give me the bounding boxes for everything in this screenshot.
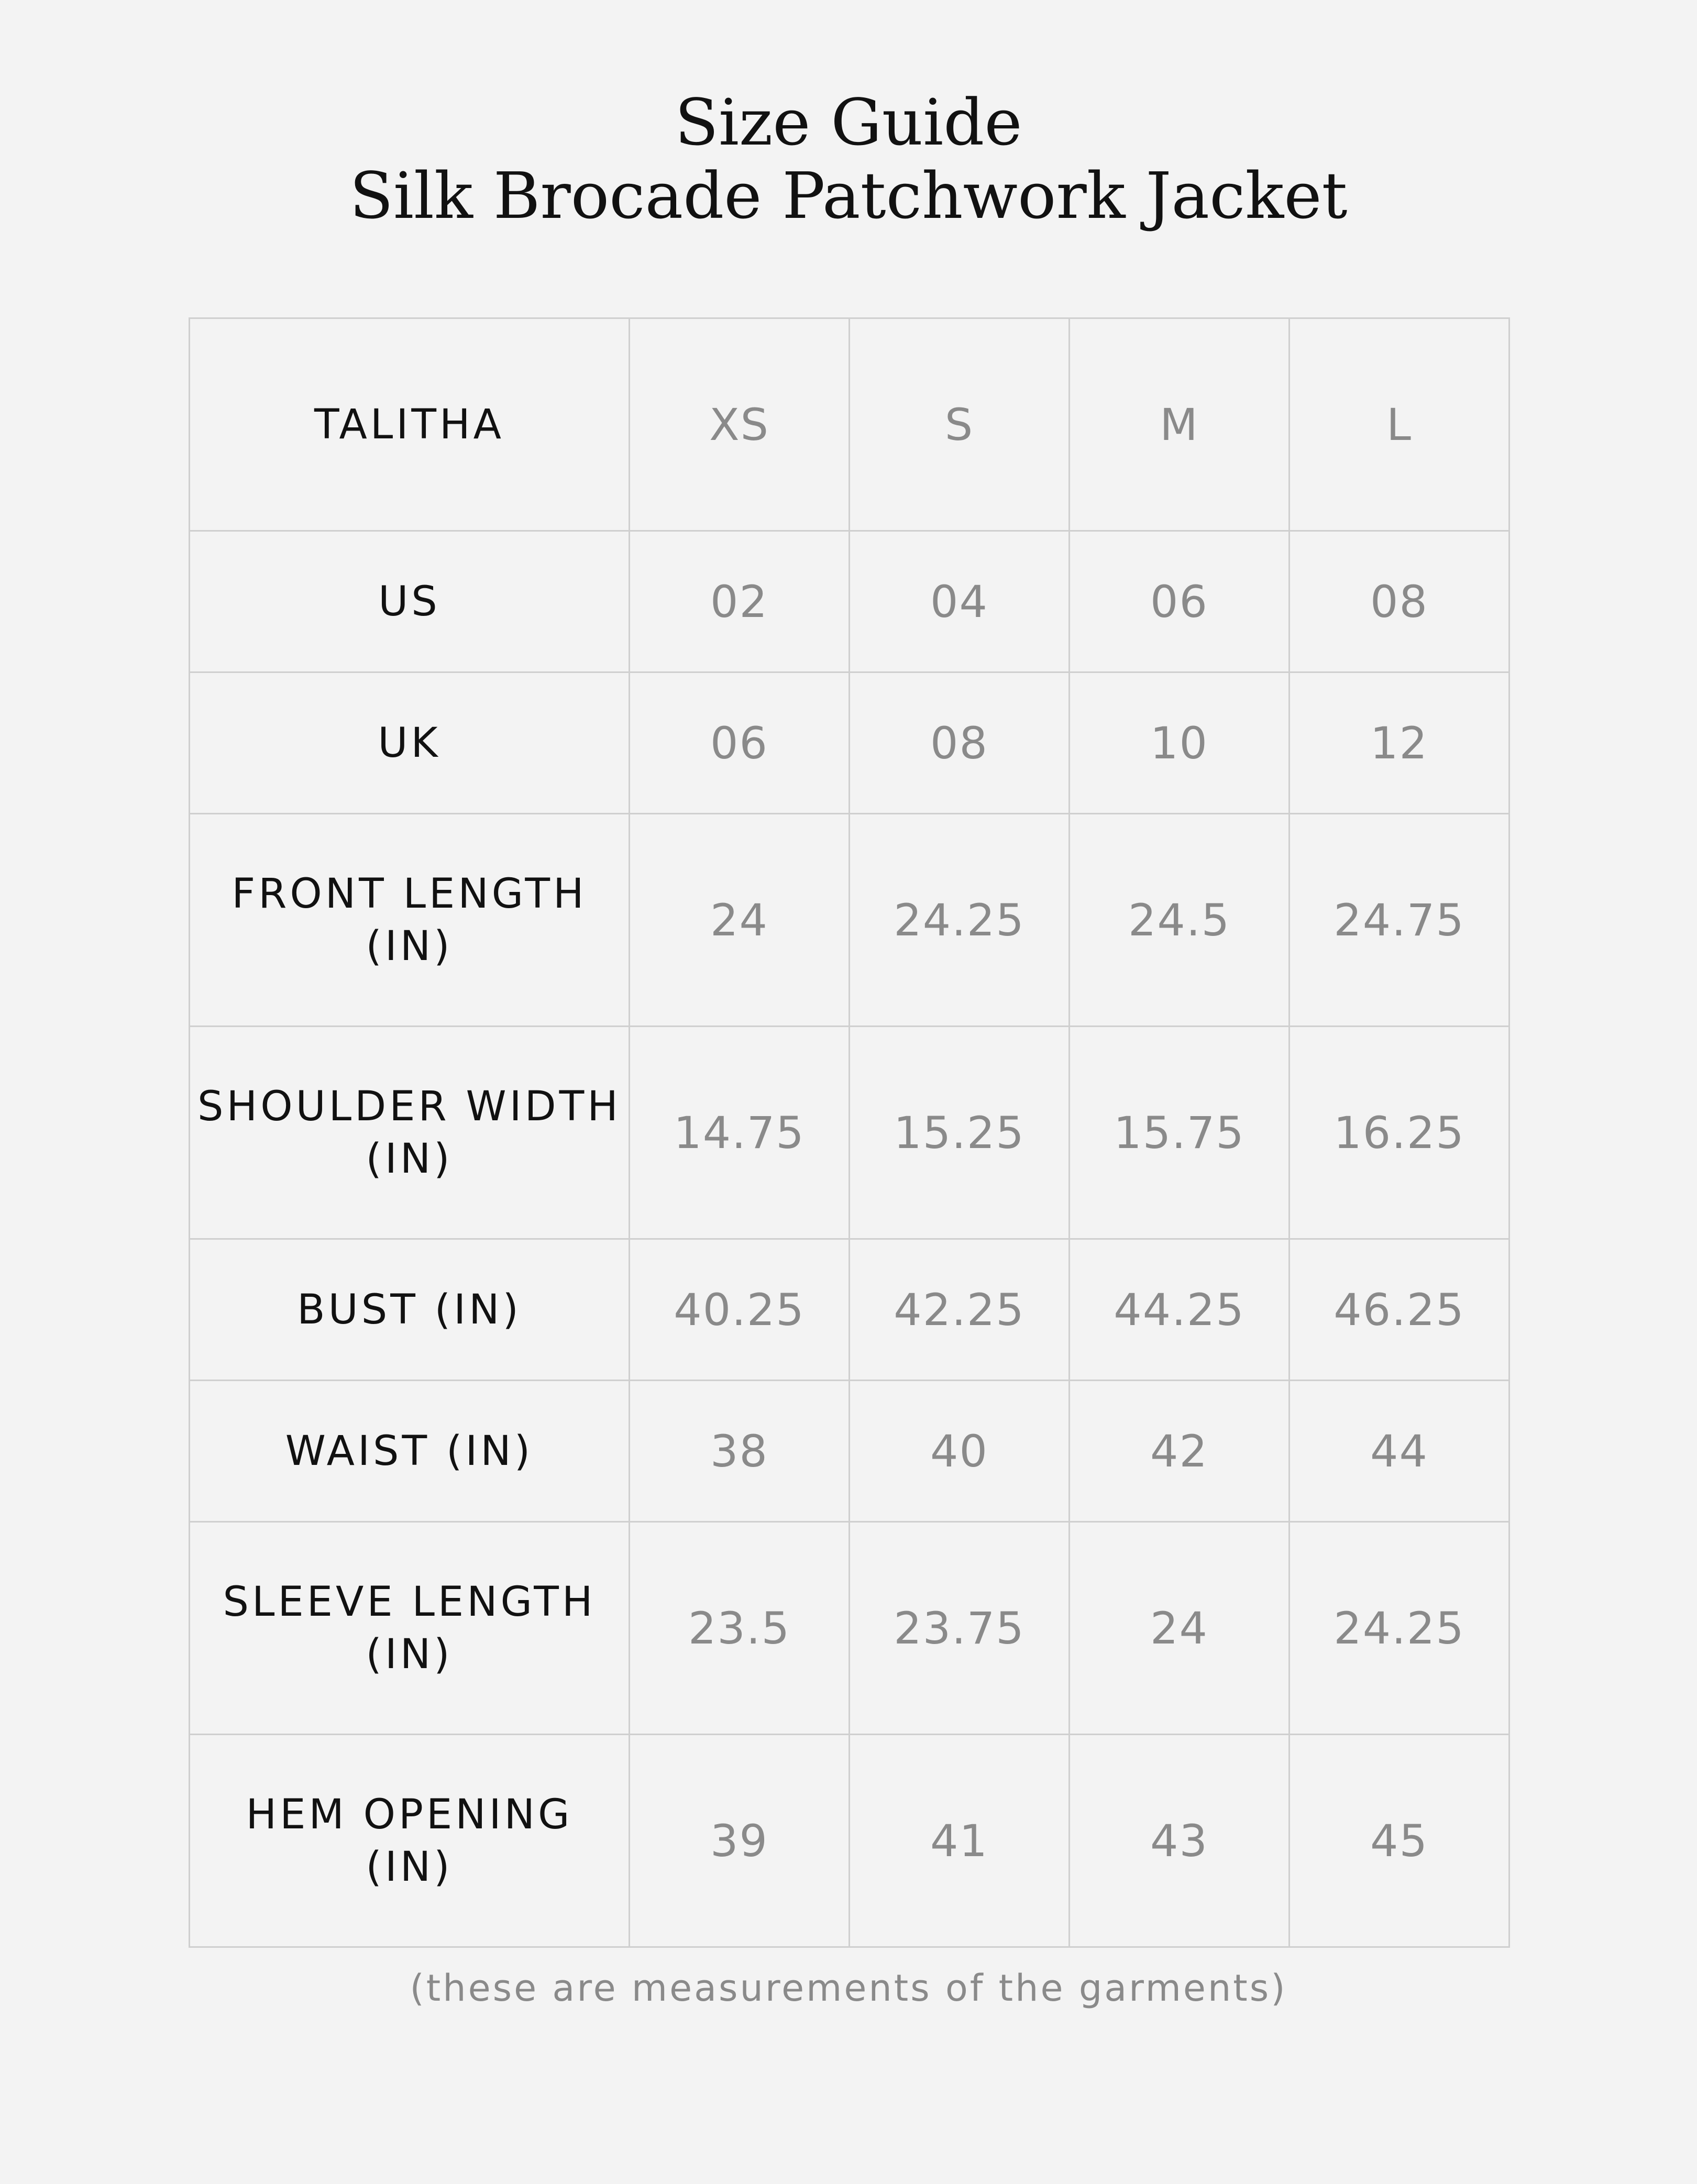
row-label-cell xyxy=(190,1027,630,1239)
value-cell: 46.25 xyxy=(1290,1239,1509,1381)
row-label-unit: (IN) xyxy=(366,1135,453,1183)
row-label-line: SLEEVE LENGTH xyxy=(223,1578,596,1626)
value-cell: 44.25 xyxy=(1070,1239,1290,1381)
value-cell: 42.25 xyxy=(850,1239,1070,1381)
row-label-cell xyxy=(190,814,630,1027)
value-cell: 24.25 xyxy=(1290,1522,1509,1735)
value-cell: 44 xyxy=(1290,1381,1509,1522)
row-label-cell xyxy=(190,1735,630,1947)
row-label-cell xyxy=(190,1522,630,1735)
value-cell: 42 xyxy=(1070,1381,1290,1522)
size-header-cell: S xyxy=(850,318,1070,531)
table-row xyxy=(190,531,1509,672)
table-row xyxy=(190,1027,1509,1239)
size-header-cell: XS xyxy=(630,318,850,531)
row-label-cell: US xyxy=(190,531,630,672)
footnote: (these are measurements of the garments) xyxy=(410,1967,1287,2010)
value-cell: 04 xyxy=(850,531,1070,672)
value-cell: 45 xyxy=(1290,1735,1509,1947)
value-cell: 12 xyxy=(1290,672,1509,814)
page-title: Size Guide xyxy=(675,85,1022,160)
product-name: Silk Brocade Patchwork Jacket xyxy=(349,159,1348,233)
value-cell: 24.5 xyxy=(1070,814,1290,1027)
value-cell: 41 xyxy=(850,1735,1070,1947)
value-cell: 08 xyxy=(1290,531,1509,672)
row-label-unit: (IN) xyxy=(366,1843,453,1891)
size-header-cell: L xyxy=(1290,318,1509,531)
value-cell: 24.25 xyxy=(850,814,1070,1027)
table-header-row xyxy=(190,318,1509,531)
row-label-unit: (IN) xyxy=(366,1630,453,1678)
value-cell: 02 xyxy=(630,531,850,672)
size-guide-table xyxy=(189,317,1510,1948)
row-label-cell: UK xyxy=(190,672,630,814)
row-label-cell: WAIST (IN) xyxy=(190,1381,630,1522)
row-label-line: SHOULDER WIDTH xyxy=(197,1083,621,1130)
row-label-unit: (IN) xyxy=(366,922,453,970)
value-cell: 15.75 xyxy=(1070,1027,1290,1239)
value-cell: 15.25 xyxy=(850,1027,1070,1239)
table-row xyxy=(190,1239,1509,1381)
value-cell: 24 xyxy=(630,814,850,1027)
row-label-line: FRONT LENGTH xyxy=(232,870,587,918)
value-cell: 39 xyxy=(630,1735,850,1947)
value-cell: 23.75 xyxy=(850,1522,1070,1735)
header-label-cell: TALITHA xyxy=(190,318,630,531)
row-label-cell: BUST (IN) xyxy=(190,1239,630,1381)
value-cell: 14.75 xyxy=(630,1027,850,1239)
value-cell: 08 xyxy=(850,672,1070,814)
value-cell: 43 xyxy=(1070,1735,1290,1947)
value-cell: 16.25 xyxy=(1290,1027,1509,1239)
value-cell: 23.5 xyxy=(630,1522,850,1735)
value-cell: 40 xyxy=(850,1381,1070,1522)
table-row xyxy=(190,1522,1509,1735)
value-cell: 40.25 xyxy=(630,1239,850,1381)
value-cell: 38 xyxy=(630,1381,850,1522)
row-label-line: HEM OPENING xyxy=(246,1791,573,1838)
value-cell: 24 xyxy=(1070,1522,1290,1735)
value-cell: 06 xyxy=(630,672,850,814)
value-cell: 10 xyxy=(1070,672,1290,814)
table-row xyxy=(190,814,1509,1027)
value-cell: 24.75 xyxy=(1290,814,1509,1027)
table-row xyxy=(190,1381,1509,1522)
size-header-cell: M xyxy=(1070,318,1290,531)
value-cell: 06 xyxy=(1070,531,1290,672)
table-row xyxy=(190,672,1509,814)
table-row xyxy=(190,1735,1509,1947)
